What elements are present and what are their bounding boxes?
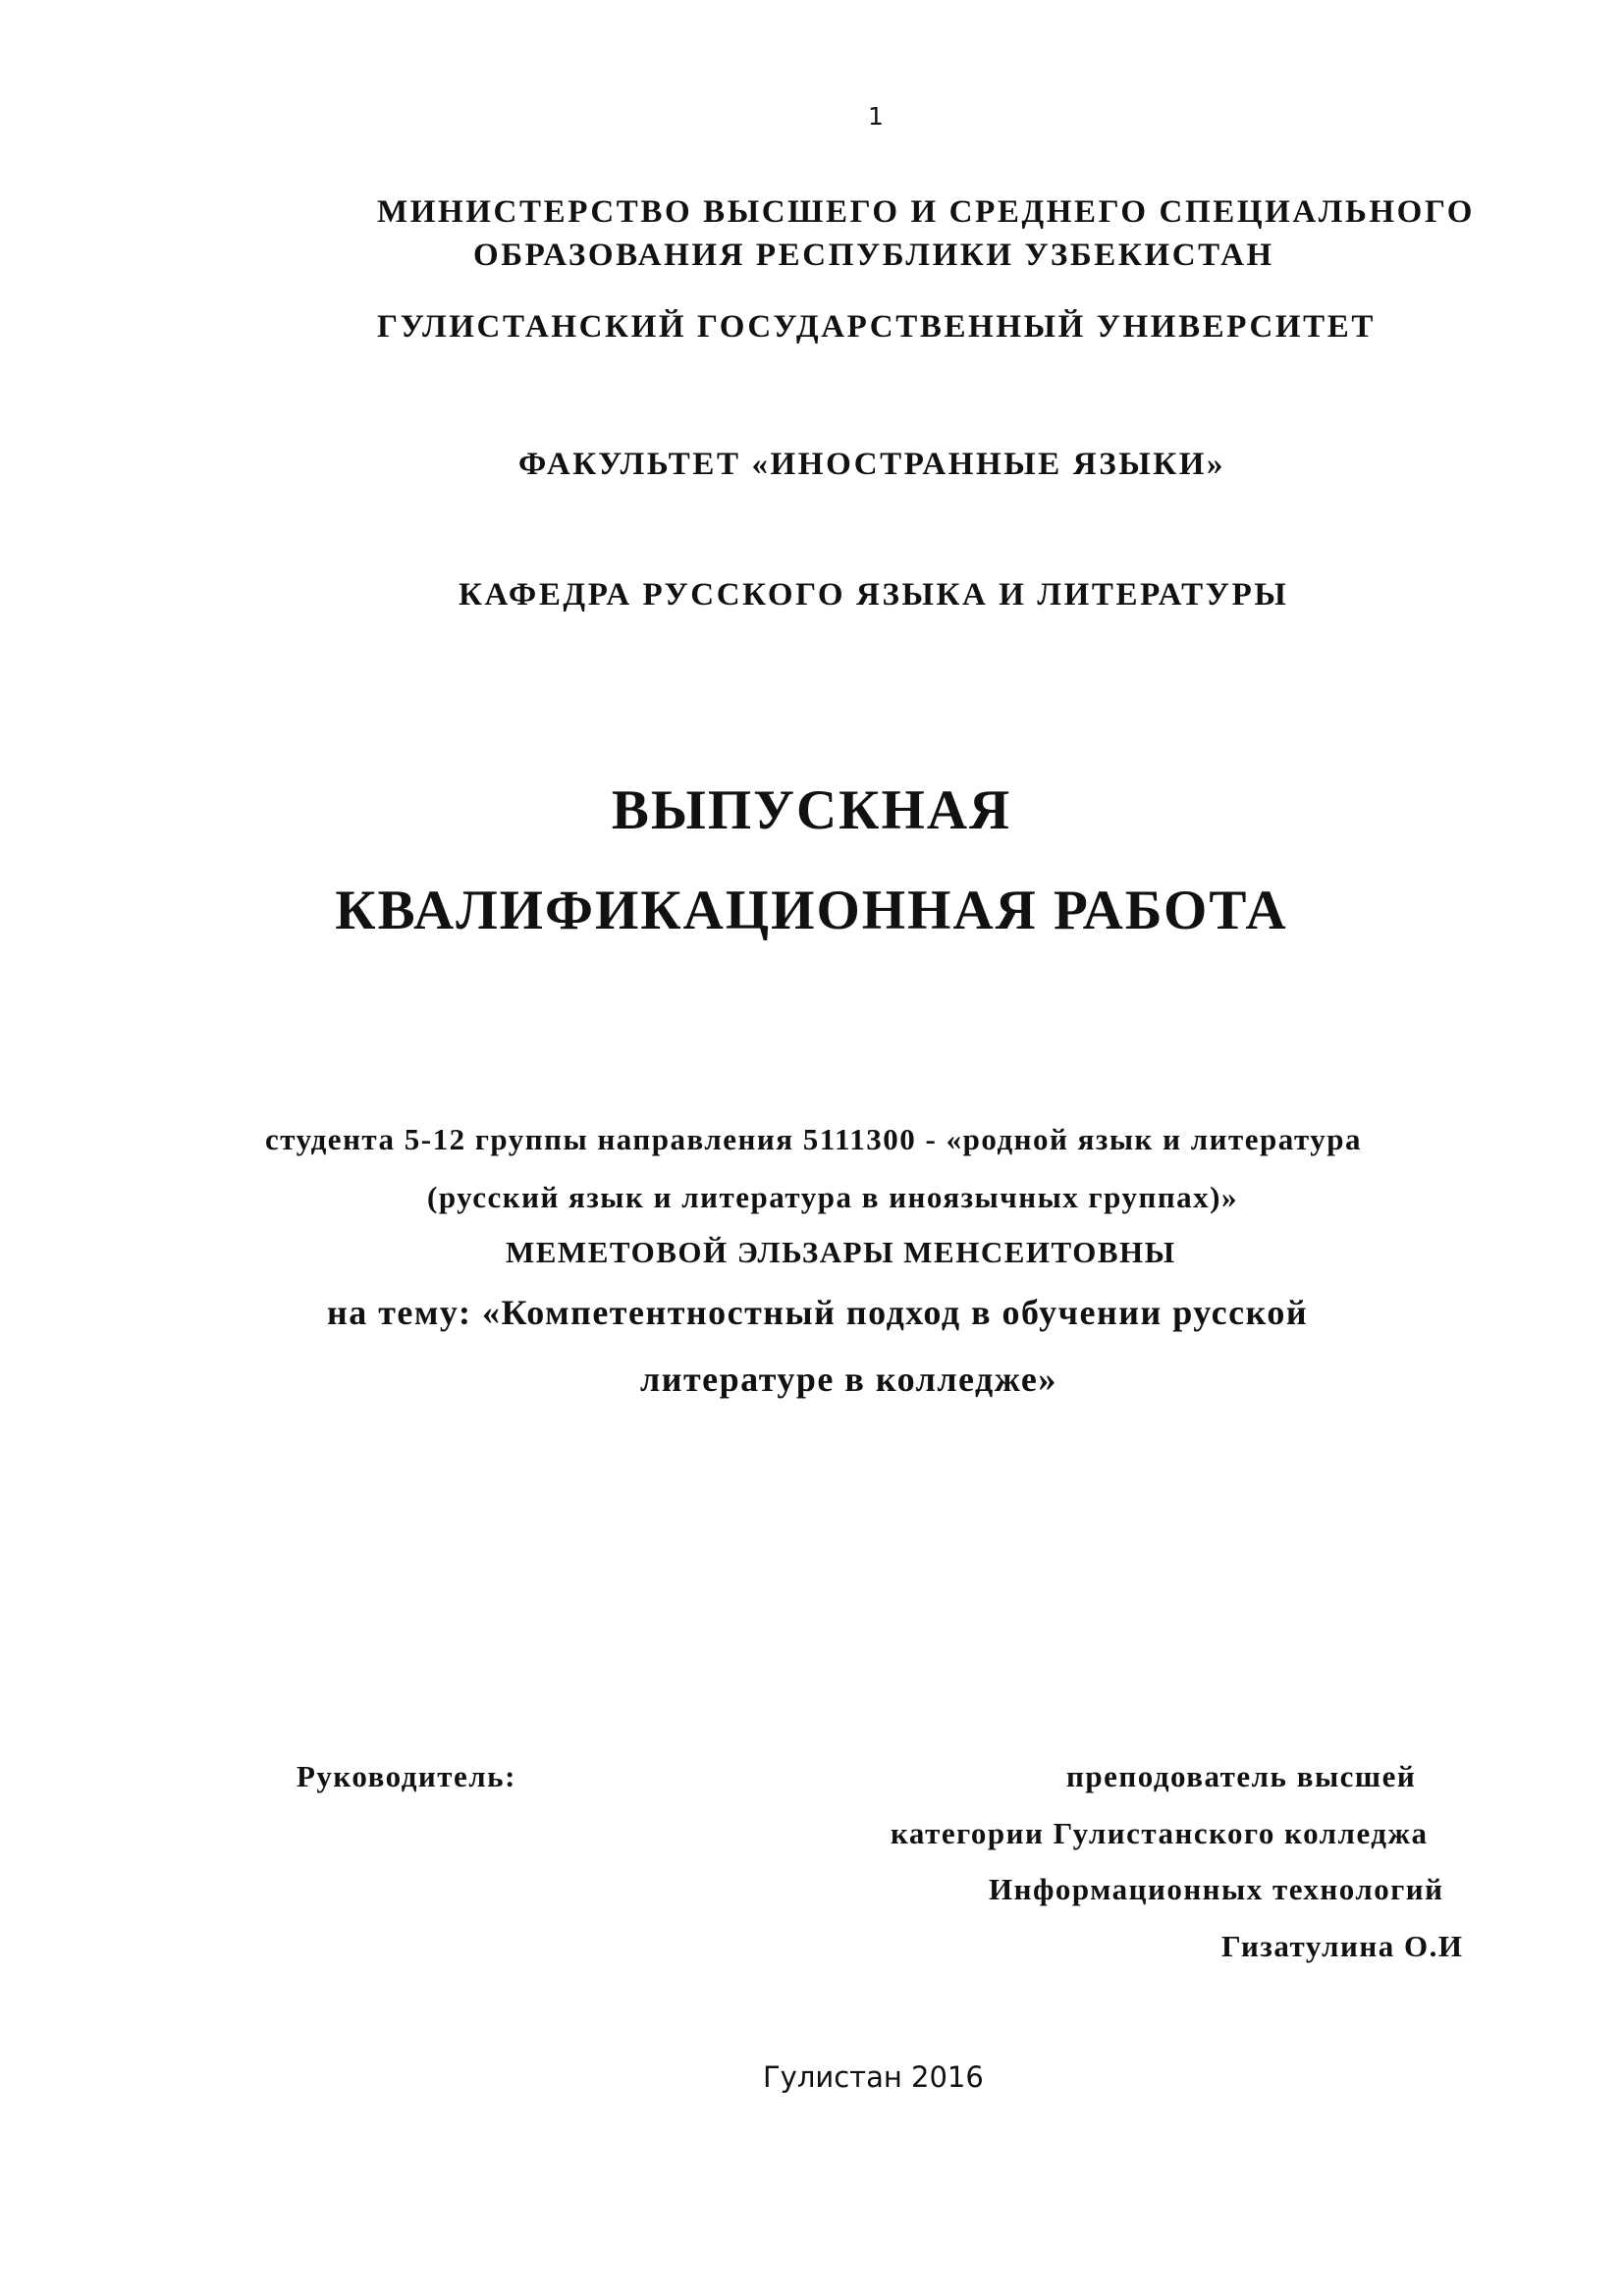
title-line-2: КВАЛИФИКАЦИОННАЯ РАБОТА xyxy=(335,880,1288,941)
student-name: МЕМЕТОВОЙ ЭЛЬЗАРЫ МЕНСЕИТОВНЫ xyxy=(506,1235,1176,1269)
university-name: ГУЛИСТАНСКИЙ ГОСУДАРСТВЕННЫЙ УНИВЕРСИТЕТ xyxy=(377,309,1376,345)
department-name: КАФЕДРА РУССКОГО ЯЗЫКА И ЛИТЕРАТУРЫ xyxy=(459,577,1289,613)
supervisor-line-1: преподователь высшей xyxy=(1066,1759,1417,1793)
theme-line-2: литературе в колледже» xyxy=(640,1360,1057,1399)
ministry-line-1: МИНИСТЕРСТВО ВЫСШЕГО И СРЕДНЕГО СПЕЦИАЛЬНОГО xyxy=(377,194,1475,230)
title-line-1: ВЫПУСКНАЯ xyxy=(611,779,1012,841)
faculty-name: ФАКУЛЬТЕТ «ИНОСТРАННЫЕ ЯЗЫКИ» xyxy=(518,447,1226,482)
city-year: Гулистан 2016 xyxy=(763,2060,984,2094)
page-number: 1 xyxy=(868,102,884,131)
theme-line-1: на тему: «Компетентностный подход в обучении русской xyxy=(327,1293,1309,1332)
supervisor-line-2: категории Гулистанского колледжа xyxy=(891,1816,1429,1850)
student-line-2: (русский язык и литература в иноязычных группах)» xyxy=(427,1180,1239,1214)
student-line-1: студента 5-12 группы направления 5111300 - «родной язык и литература xyxy=(265,1122,1363,1156)
supervisor-label: Руководитель: xyxy=(297,1759,516,1793)
supervisor-line-3: Информационных технологий xyxy=(989,1872,1444,1906)
ministry-line-2: ОБРАЗОВАНИЯ РЕСПУБЛИКИ УЗБЕКИСТАН xyxy=(473,238,1274,273)
supervisor-name: Гизатулина О.И xyxy=(1221,1929,1464,1963)
